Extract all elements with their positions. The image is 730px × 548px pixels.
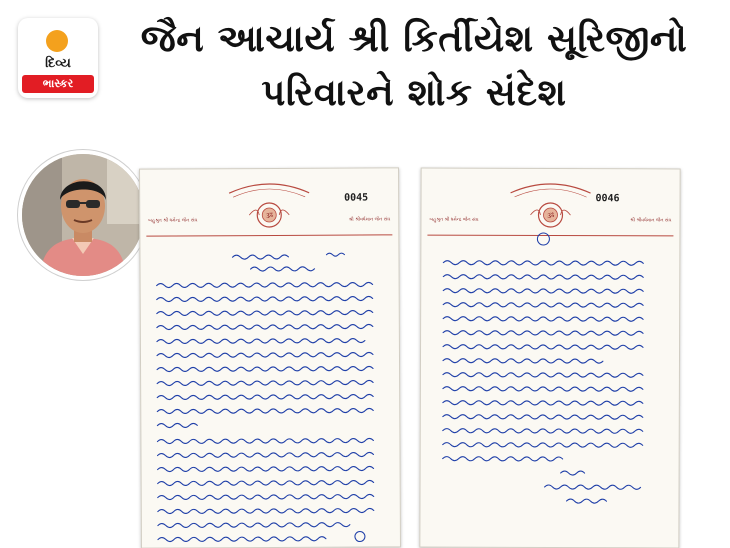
page-number: 0045 xyxy=(344,192,369,204)
avatar xyxy=(18,150,148,280)
letterhead-right: શ્રી શ્રીવર્ધમાન જૈન સંઘ xyxy=(629,218,672,224)
handwriting-scribble xyxy=(420,169,680,548)
letterhead-right: શ્રી શ્રીવર્ધમાન જૈન સંઘ xyxy=(348,217,391,223)
letter-page-1 xyxy=(139,167,401,548)
person-photo-icon xyxy=(22,154,144,276)
sun-icon xyxy=(44,28,70,54)
logo-text-line1: દિવ્ય xyxy=(45,56,71,71)
logo-text-line2: ભાસ્કર xyxy=(22,75,94,93)
headline-line2: પરિવારને શોક સંદેશ xyxy=(261,71,567,114)
divya-bhaskar-logo xyxy=(18,18,98,98)
headline-line1: જૈન આચાર્ય શ્રી કિર્તીયેશ સૂરિજીનો xyxy=(140,17,688,60)
letter-page-2 xyxy=(419,168,680,548)
svg-text:ૐ: ૐ xyxy=(265,211,274,221)
handwriting-scribble xyxy=(140,168,401,548)
page-number: 0046 xyxy=(595,193,620,205)
letterhead-left: બહુશ્રુત શ્રી ધર્મેન્દ્ર જૈન સંઘ xyxy=(429,217,479,223)
headline xyxy=(108,12,720,120)
svg-text:ૐ: ૐ xyxy=(546,211,555,221)
letterhead-left: બહુશ્રુત શ્રી ધર્મેન્દ્ર જૈન સંઘ xyxy=(148,218,198,224)
